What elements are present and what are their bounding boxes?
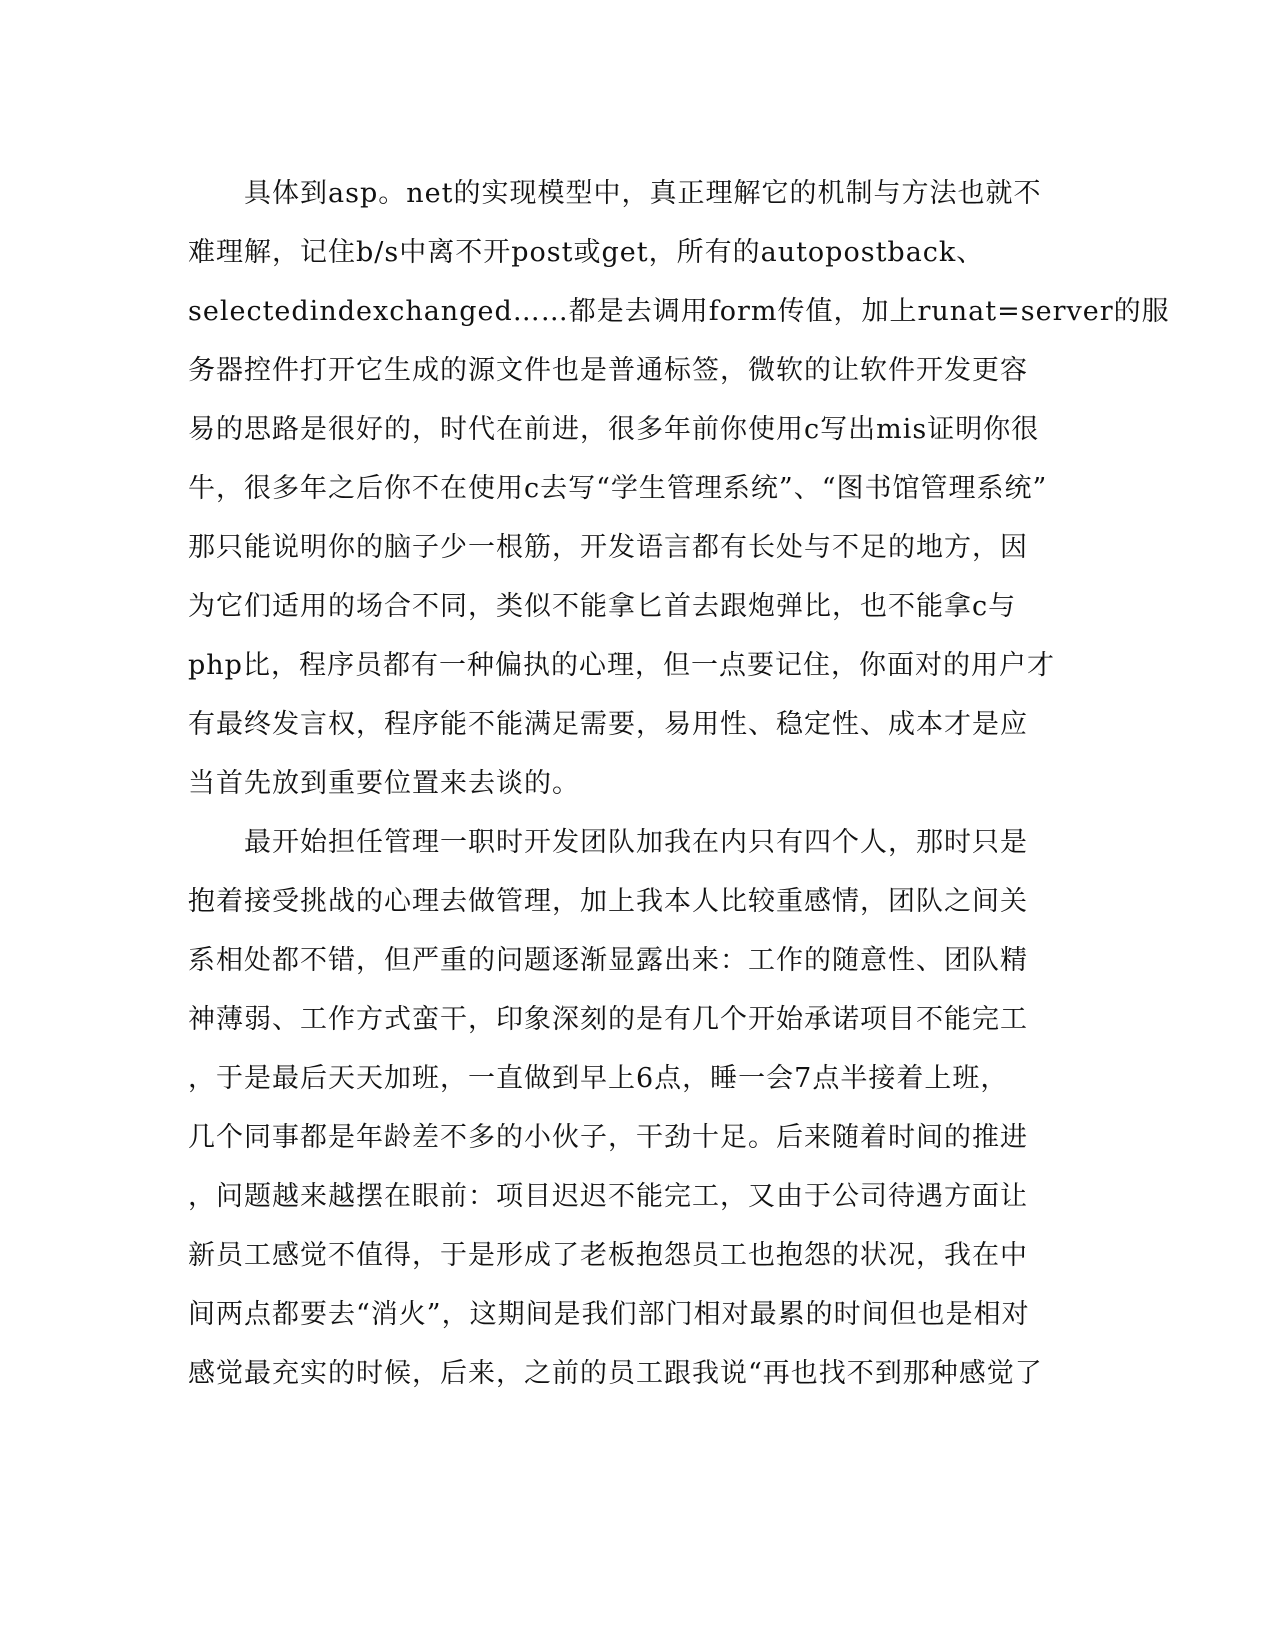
text-line: selectedindexchanged……都是去调用form传值，加上runat=server的服 [188, 296, 1170, 327]
text-line: 感觉最充实的时候，后来，之前的员工跟我说“再也找不到那种感觉了 [188, 1358, 1043, 1389]
text-line: 易的思路是很好的，时代在前进，很多年前你使用c写出mis证明你很 [188, 414, 1040, 445]
text-line: 最开始担任管理一职时开发团队加我在内只有四个人，那时只是 [188, 827, 1028, 858]
text-line: 间两点都要去“消火”，这期间是我们部门相对最累的时间但也是相对 [188, 1299, 1030, 1330]
text-line: 抱着接受挑战的心理去做管理，加上我本人比较重感情，团队之间关 [188, 886, 1028, 917]
text-line: 新员工感觉不值得，于是形成了老板抱怨员工也抱怨的状况，我在中 [188, 1240, 1028, 1271]
text-line: 具体到asp。net的实现模型中，真正理解它的机制与方法也就不 [188, 178, 1042, 209]
text-line: 神薄弱、工作方式蛮干，印象深刻的是有几个开始承诺项目不能完工 [188, 1004, 1028, 1035]
text-line: php比，程序员都有一种偏执的心理，但一点要记住，你面对的用户才 [188, 650, 1055, 681]
text-line: 系相处都不错，但严重的问题逐渐显露出来：工作的随意性、团队精 [188, 945, 1028, 976]
text-line: ，问题越来越摆在眼前：项目迟迟不能完工，又由于公司待遇方面让 [188, 1181, 1028, 1212]
text-line: 为它们适用的场合不同，类似不能拿匕首去跟炮弹比，也不能拿c与 [188, 591, 1017, 622]
text-line: 牛，很多年之后你不在使用c去写“学生管理系统”、“图书馆管理系统” [188, 473, 1048, 504]
text-line: 务器控件打开它生成的源文件也是普通标签，微软的让软件开发更容 [188, 355, 1028, 386]
text-line: 难理解，记住b/s中离不开post或get，所有的autopostback、 [188, 237, 985, 268]
text-line: 有最终发言权，程序能不能满足需要，易用性、稳定性、成本才是应 [188, 709, 1028, 740]
text-line: 那只能说明你的脑子少一根筋，开发语言都有长处与不足的地方，因 [188, 532, 1028, 563]
text-line: 几个同事都是年龄差不多的小伙子，干劲十足。后来随着时间的推进 [188, 1122, 1028, 1153]
text-line: 当首先放到重要位置来去谈的。 [188, 768, 580, 799]
text-line: ，于是最后天天加班，一直做到早上6点，睡一会7点半接着上班， [188, 1063, 1009, 1094]
